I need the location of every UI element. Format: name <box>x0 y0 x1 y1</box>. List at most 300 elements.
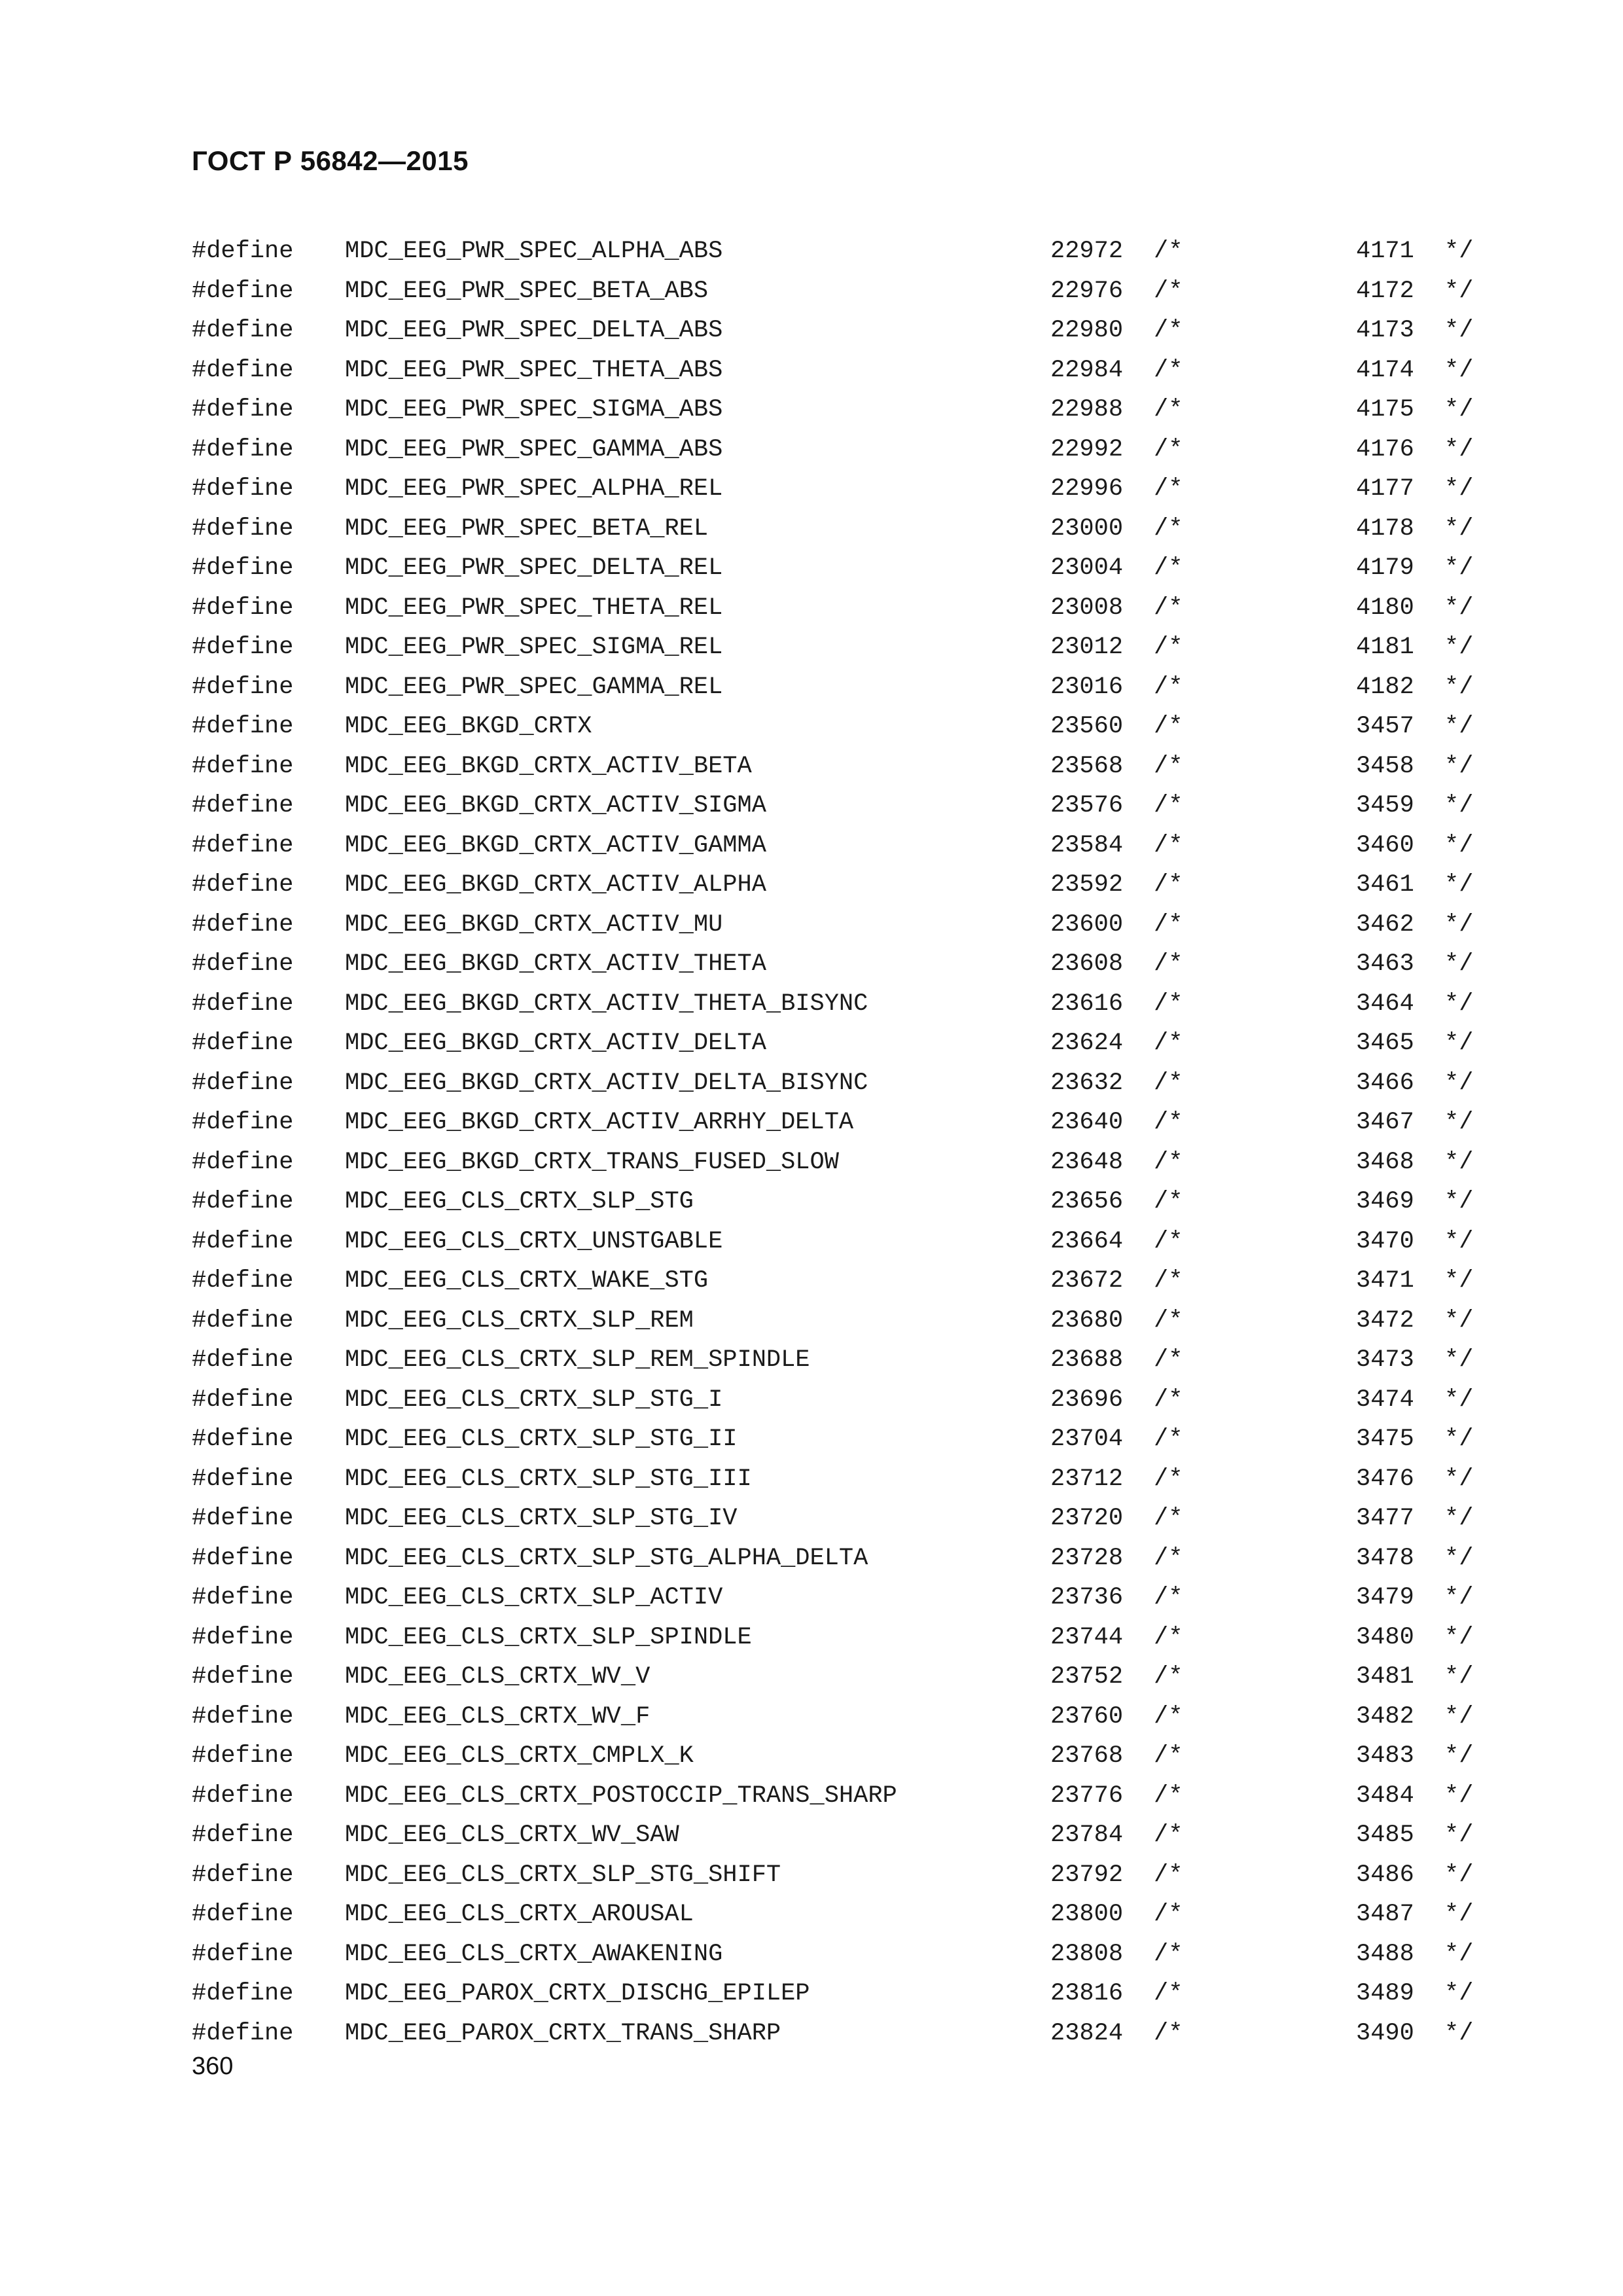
define-keyword: #define <box>192 1861 294 1889</box>
comment-open: /* <box>1154 1386 1183 1414</box>
comment-close: */ <box>1444 1663 1474 1691</box>
define-name: MDC_EEG_CLS_CRTX_SLP_SPINDLE <box>345 1623 752 1651</box>
define-keyword: #define <box>192 1782 294 1810</box>
define-name: MDC_EEG_CLS_CRTX_AWAKENING <box>345 1940 723 1968</box>
define-row <box>0 826 1623 866</box>
comment-close: */ <box>1444 950 1474 978</box>
comment-close: */ <box>1444 1346 1474 1374</box>
define-name: MDC_EEG_CLS_CRTX_POSTOCCIP_TRANS_SHARP <box>345 1782 897 1810</box>
define-code: 23728 <box>1050 1544 1124 1572</box>
comment-open: /* <box>1154 1821 1183 1849</box>
define-code: 23664 <box>1050 1227 1124 1255</box>
comment-close: */ <box>1444 713 1474 740</box>
comment-open: /* <box>1154 1623 1183 1651</box>
comment-close: */ <box>1444 1069 1474 1097</box>
define-row <box>0 232 1623 272</box>
comment-open: /* <box>1154 514 1183 543</box>
define-keyword: #define <box>192 1148 294 1176</box>
comment-close: */ <box>1444 1742 1474 1770</box>
define-row <box>0 1697 1623 1737</box>
define-row <box>0 1301 1623 1341</box>
comment-open: /* <box>1154 831 1183 859</box>
define-ref: 4179 <box>1356 554 1414 582</box>
comment-open: /* <box>1154 1069 1183 1097</box>
define-keyword: #define <box>192 475 294 503</box>
define-name: MDC_EEG_BKGD_CRTX_ACTIV_THETA_BISYNC <box>345 990 868 1018</box>
define-code: 22976 <box>1050 277 1124 305</box>
comment-close: */ <box>1444 1465 1474 1493</box>
comment-open: /* <box>1154 792 1183 819</box>
define-row <box>0 1856 1623 1895</box>
define-row <box>0 1499 1623 1539</box>
comment-close: */ <box>1444 1702 1474 1731</box>
define-keyword: #define <box>192 1821 294 1849</box>
define-code: 23744 <box>1050 1623 1124 1651</box>
comment-close: */ <box>1444 1861 1474 1889</box>
define-code: 23768 <box>1050 1742 1124 1770</box>
define-name: MDC_EEG_BKGD_CRTX_ACTIV_BETA <box>345 752 752 780</box>
define-name: MDC_EEG_CLS_CRTX_SLP_STG_II <box>345 1426 738 1453</box>
comment-open: /* <box>1154 277 1183 305</box>
define-ref: 3480 <box>1356 1623 1414 1651</box>
define-keyword: #define <box>192 1505 294 1532</box>
define-row <box>0 351 1623 391</box>
define-name: MDC_EEG_CLS_CRTX_WAKE_STG <box>345 1267 709 1295</box>
define-keyword: #define <box>192 1267 294 1295</box>
define-keyword: #define <box>192 514 294 543</box>
comment-open: /* <box>1154 1901 1183 1928</box>
define-ref: 4181 <box>1356 634 1414 661</box>
define-ref: 3471 <box>1356 1267 1414 1295</box>
define-row <box>0 1657 1623 1697</box>
define-ref: 3487 <box>1356 1901 1414 1928</box>
comment-close: */ <box>1444 1940 1474 1968</box>
comment-open: /* <box>1154 1030 1183 1057</box>
define-code: 23776 <box>1050 1782 1124 1810</box>
comment-open: /* <box>1154 435 1183 463</box>
define-code: 22988 <box>1050 396 1124 423</box>
define-code: 23720 <box>1050 1505 1124 1532</box>
define-keyword: #define <box>192 1544 294 1572</box>
define-name: MDC_EEG_PWR_SPEC_GAMMA_REL <box>345 673 723 701</box>
comment-open: /* <box>1154 1584 1183 1611</box>
define-name: MDC_EEG_PWR_SPEC_BETA_REL <box>345 514 709 543</box>
comment-close: */ <box>1444 1267 1474 1295</box>
define-name: MDC_EEG_BKGD_CRTX_ACTIV_DELTA <box>345 1030 766 1057</box>
comment-open: /* <box>1154 673 1183 701</box>
comment-close: */ <box>1444 475 1474 503</box>
define-name: MDC_EEG_BKGD_CRTX_ACTIV_MU <box>345 910 723 939</box>
define-ref: 4178 <box>1356 514 1414 543</box>
define-row <box>0 1182 1623 1222</box>
define-row <box>0 1340 1623 1380</box>
define-ref: 4176 <box>1356 435 1414 463</box>
define-ref: 3485 <box>1356 1821 1414 1849</box>
define-row <box>0 905 1623 945</box>
define-keyword: #define <box>192 752 294 780</box>
define-row <box>0 1895 1623 1935</box>
comment-close: */ <box>1444 1227 1474 1255</box>
comment-close: */ <box>1444 1148 1474 1176</box>
comment-open: /* <box>1154 950 1183 978</box>
define-code: 23760 <box>1050 1702 1124 1731</box>
comment-close: */ <box>1444 1386 1474 1414</box>
define-code: 23640 <box>1050 1109 1124 1136</box>
define-keyword: #define <box>192 1623 294 1651</box>
define-code: 23696 <box>1050 1386 1124 1414</box>
define-ref: 3490 <box>1356 2019 1414 2047</box>
comment-close: */ <box>1444 831 1474 859</box>
define-ref: 3467 <box>1356 1109 1414 1136</box>
define-row <box>0 1024 1623 1064</box>
comment-open: /* <box>1154 1188 1183 1215</box>
define-keyword: #define <box>192 1426 294 1453</box>
define-row <box>0 1539 1623 1579</box>
define-ref: 3462 <box>1356 910 1414 939</box>
define-keyword: #define <box>192 554 294 582</box>
define-ref: 4180 <box>1356 594 1414 622</box>
comment-close: */ <box>1444 1782 1474 1810</box>
define-keyword: #define <box>192 1386 294 1414</box>
define-ref: 3483 <box>1356 1742 1414 1770</box>
comment-close: */ <box>1444 396 1474 423</box>
define-code: 23656 <box>1050 1188 1124 1215</box>
comment-open: /* <box>1154 1306 1183 1335</box>
define-row <box>0 944 1623 984</box>
define-code: 23648 <box>1050 1148 1124 1176</box>
comment-open: /* <box>1154 1544 1183 1572</box>
define-ref: 3481 <box>1356 1663 1414 1691</box>
define-ref: 3479 <box>1356 1584 1414 1611</box>
define-row <box>0 865 1623 905</box>
comment-open: /* <box>1154 1980 1183 2007</box>
define-ref: 3488 <box>1356 1940 1414 1968</box>
comment-close: */ <box>1444 317 1474 344</box>
define-ref: 4173 <box>1356 317 1414 344</box>
define-code: 22992 <box>1050 435 1124 463</box>
define-ref: 3460 <box>1356 831 1414 859</box>
comment-close: */ <box>1444 1426 1474 1453</box>
define-name: MDC_EEG_CLS_CRTX_WV_F <box>345 1702 651 1731</box>
define-keyword: #define <box>192 1663 294 1691</box>
define-row <box>0 1776 1623 1816</box>
define-keyword: #define <box>192 1465 294 1493</box>
define-row <box>0 2014 1623 2054</box>
define-row <box>0 747 1623 787</box>
define-row <box>0 707 1623 747</box>
define-ref: 3470 <box>1356 1227 1414 1255</box>
define-ref: 3464 <box>1356 990 1414 1018</box>
define-name: MDC_EEG_PWR_SPEC_SIGMA_ABS <box>345 396 723 423</box>
define-row <box>0 390 1623 430</box>
comment-close: */ <box>1444 435 1474 463</box>
comment-close: */ <box>1444 1980 1474 2007</box>
define-name: MDC_EEG_BKGD_CRTX_ACTIV_ALPHA <box>345 871 766 899</box>
define-name: MDC_EEG_CLS_CRTX_CMPLX_K <box>345 1742 694 1770</box>
comment-close: */ <box>1444 1030 1474 1057</box>
define-row <box>0 1222 1623 1262</box>
define-keyword: #define <box>192 831 294 859</box>
define-keyword: #define <box>192 1346 294 1374</box>
define-keyword: #define <box>192 1584 294 1611</box>
define-keyword: #define <box>192 1306 294 1335</box>
comment-close: */ <box>1444 910 1474 939</box>
define-ref: 4171 <box>1356 238 1414 265</box>
comment-open: /* <box>1154 1861 1183 1889</box>
define-code: 23600 <box>1050 910 1124 939</box>
define-keyword: #define <box>192 1980 294 2007</box>
define-name: MDC_EEG_CLS_CRTX_SLP_ACTIV <box>345 1584 723 1611</box>
define-list <box>0 232 1623 2053</box>
comment-open: /* <box>1154 871 1183 899</box>
define-ref: 3474 <box>1356 1386 1414 1414</box>
comment-close: */ <box>1444 238 1474 265</box>
define-name: MDC_EEG_CLS_CRTX_WV_V <box>345 1663 651 1691</box>
define-code: 23000 <box>1050 514 1124 543</box>
define-code: 23560 <box>1050 713 1124 740</box>
define-name: MDC_EEG_BKGD_CRTX_ACTIV_GAMMA <box>345 831 766 859</box>
comment-open: /* <box>1154 1148 1183 1176</box>
define-name: MDC_EEG_BKGD_CRTX_ACTIV_ARRHY_DELTA <box>345 1109 854 1136</box>
define-ref: 3461 <box>1356 871 1414 899</box>
define-keyword: #define <box>192 634 294 661</box>
comment-open: /* <box>1154 1346 1183 1374</box>
define-keyword: #define <box>192 2019 294 2047</box>
define-code: 23792 <box>1050 1861 1124 1889</box>
define-name: MDC_EEG_CLS_CRTX_SLP_STG_I <box>345 1386 723 1414</box>
define-keyword: #define <box>192 277 294 305</box>
define-row <box>0 1380 1623 1420</box>
define-ref: 4182 <box>1356 673 1414 701</box>
define-row <box>0 469 1623 509</box>
comment-open: /* <box>1154 1663 1183 1691</box>
comment-open: /* <box>1154 554 1183 582</box>
define-code: 23016 <box>1050 673 1124 701</box>
comment-open: /* <box>1154 475 1183 503</box>
define-code: 23012 <box>1050 634 1124 661</box>
comment-open: /* <box>1154 713 1183 740</box>
define-code: 23784 <box>1050 1821 1124 1849</box>
comment-close: */ <box>1444 2019 1474 2047</box>
define-ref: 3482 <box>1356 1702 1414 1731</box>
define-ref: 3486 <box>1356 1861 1414 1889</box>
comment-open: /* <box>1154 1782 1183 1810</box>
define-row <box>0 1143 1623 1183</box>
define-code: 23008 <box>1050 594 1124 622</box>
define-code: 23800 <box>1050 1901 1124 1928</box>
define-keyword: #define <box>192 713 294 740</box>
define-name: MDC_EEG_PAROX_CRTX_TRANS_SHARP <box>345 2019 781 2047</box>
define-code: 23592 <box>1050 871 1124 899</box>
comment-open: /* <box>1154 1702 1183 1731</box>
define-name: MDC_EEG_PAROX_CRTX_DISCHG_EPILEP <box>345 1980 810 2007</box>
define-name: MDC_EEG_PWR_SPEC_DELTA_ABS <box>345 317 723 344</box>
define-code: 23616 <box>1050 990 1124 1018</box>
define-code: 23608 <box>1050 950 1124 978</box>
comment-open: /* <box>1154 2019 1183 2047</box>
comment-close: */ <box>1444 673 1474 701</box>
define-code: 23672 <box>1050 1267 1124 1295</box>
define-name: MDC_EEG_CLS_CRTX_SLP_REM_SPINDLE <box>345 1346 810 1374</box>
comment-close: */ <box>1444 792 1474 819</box>
define-row <box>0 786 1623 826</box>
define-code: 23004 <box>1050 554 1124 582</box>
comment-close: */ <box>1444 752 1474 780</box>
define-row <box>0 1736 1623 1776</box>
define-keyword: #define <box>192 435 294 463</box>
define-row <box>0 1460 1623 1499</box>
define-keyword: #define <box>192 950 294 978</box>
comment-open: /* <box>1154 1267 1183 1295</box>
define-code: 23568 <box>1050 752 1124 780</box>
define-name: MDC_EEG_PWR_SPEC_SIGMA_REL <box>345 634 723 661</box>
comment-close: */ <box>1444 554 1474 582</box>
define-name: MDC_EEG_CLS_CRTX_SLP_STG_IV <box>345 1505 738 1532</box>
comment-close: */ <box>1444 356 1474 384</box>
define-name: MDC_EEG_PWR_SPEC_ALPHA_ABS <box>345 238 723 265</box>
define-code: 23632 <box>1050 1069 1124 1097</box>
define-row <box>0 311 1623 351</box>
define-code: 22972 <box>1050 238 1124 265</box>
define-code: 23624 <box>1050 1030 1124 1057</box>
define-ref: 3475 <box>1356 1426 1414 1453</box>
comment-close: */ <box>1444 634 1474 661</box>
define-keyword: #define <box>192 910 294 939</box>
comment-open: /* <box>1154 356 1183 384</box>
comment-close: */ <box>1444 1188 1474 1215</box>
define-keyword: #define <box>192 317 294 344</box>
define-code: 23688 <box>1050 1346 1124 1374</box>
define-row <box>0 1618 1623 1658</box>
comment-open: /* <box>1154 1742 1183 1770</box>
define-code: 22996 <box>1050 475 1124 503</box>
define-row <box>0 1261 1623 1301</box>
comment-close: */ <box>1444 594 1474 622</box>
define-keyword: #define <box>192 1742 294 1770</box>
define-code: 23736 <box>1050 1584 1124 1611</box>
define-code: 23808 <box>1050 1940 1124 1968</box>
comment-open: /* <box>1154 317 1183 344</box>
define-row <box>0 1064 1623 1103</box>
define-ref: 3478 <box>1356 1544 1414 1572</box>
define-code: 23680 <box>1050 1306 1124 1335</box>
document-header: ГОСТ Р 56842—2015 <box>192 145 469 176</box>
define-keyword: #define <box>192 1940 294 1968</box>
define-keyword: #define <box>192 871 294 899</box>
define-ref: 4175 <box>1356 396 1414 423</box>
define-name: MDC_EEG_CLS_CRTX_WV_SAW <box>345 1821 679 1849</box>
define-code: 22984 <box>1050 356 1124 384</box>
define-code: 23584 <box>1050 831 1124 859</box>
define-ref: 3459 <box>1356 792 1414 819</box>
define-name: MDC_EEG_BKGD_CRTX_ACTIV_SIGMA <box>345 792 766 819</box>
define-ref: 4174 <box>1356 356 1414 384</box>
define-code: 22980 <box>1050 317 1124 344</box>
page-number: 360 <box>192 2053 234 2080</box>
define-name: MDC_EEG_PWR_SPEC_DELTA_REL <box>345 554 723 582</box>
define-row <box>0 1103 1623 1143</box>
define-name: MDC_EEG_CLS_CRTX_UNSTGABLE <box>345 1227 723 1255</box>
define-name: MDC_EEG_PWR_SPEC_BETA_ABS <box>345 277 709 305</box>
define-keyword: #define <box>192 1188 294 1215</box>
define-row <box>0 588 1623 628</box>
comment-close: */ <box>1444 514 1474 543</box>
define-name: MDC_EEG_BKGD_CRTX <box>345 713 592 740</box>
define-row <box>0 984 1623 1024</box>
define-row <box>0 1816 1623 1856</box>
define-keyword: #define <box>192 1069 294 1097</box>
define-ref: 3477 <box>1356 1505 1414 1532</box>
comment-open: /* <box>1154 634 1183 661</box>
comment-open: /* <box>1154 1109 1183 1136</box>
comment-close: */ <box>1444 277 1474 305</box>
define-name: MDC_EEG_BKGD_CRTX_ACTIV_THETA <box>345 950 766 978</box>
define-keyword: #define <box>192 1030 294 1057</box>
define-code: 23824 <box>1050 2019 1124 2047</box>
define-name: MDC_EEG_PWR_SPEC_ALPHA_REL <box>345 475 723 503</box>
comment-close: */ <box>1444 1821 1474 1849</box>
define-ref: 3458 <box>1356 752 1414 780</box>
define-row <box>0 668 1623 708</box>
define-name: MDC_EEG_CLS_CRTX_SLP_STG_ALPHA_DELTA <box>345 1544 868 1572</box>
define-ref: 3468 <box>1356 1148 1414 1176</box>
comment-close: */ <box>1444 990 1474 1018</box>
define-keyword: #define <box>192 1227 294 1255</box>
define-row <box>0 430 1623 470</box>
define-row <box>0 272 1623 312</box>
define-name: MDC_EEG_BKGD_CRTX_ACTIV_DELTA_BISYNC <box>345 1069 868 1097</box>
comment-open: /* <box>1154 1465 1183 1493</box>
comment-open: /* <box>1154 990 1183 1018</box>
define-ref: 3463 <box>1356 950 1414 978</box>
define-keyword: #define <box>192 673 294 701</box>
define-ref: 4177 <box>1356 475 1414 503</box>
define-ref: 3457 <box>1356 713 1414 740</box>
comment-close: */ <box>1444 1584 1474 1611</box>
comment-open: /* <box>1154 1227 1183 1255</box>
define-row <box>0 628 1623 668</box>
define-ref: 3473 <box>1356 1346 1414 1374</box>
define-keyword: #define <box>192 792 294 819</box>
define-name: MDC_EEG_CLS_CRTX_SLP_STG_III <box>345 1465 752 1493</box>
define-row <box>0 1420 1623 1460</box>
define-keyword: #define <box>192 396 294 423</box>
comment-close: */ <box>1444 1623 1474 1651</box>
define-keyword: #define <box>192 1702 294 1731</box>
define-keyword: #define <box>192 1901 294 1928</box>
comment-close: */ <box>1444 871 1474 899</box>
comment-open: /* <box>1154 396 1183 423</box>
define-ref: 3472 <box>1356 1306 1414 1335</box>
define-row <box>0 1935 1623 1975</box>
comment-open: /* <box>1154 752 1183 780</box>
define-name: MDC_EEG_CLS_CRTX_SLP_STG <box>345 1188 694 1215</box>
define-name: MDC_EEG_PWR_SPEC_THETA_ABS <box>345 356 723 384</box>
comment-close: */ <box>1444 1109 1474 1136</box>
comment-close: */ <box>1444 1544 1474 1572</box>
define-code: 23576 <box>1050 792 1124 819</box>
comment-close: */ <box>1444 1505 1474 1532</box>
define-code: 23712 <box>1050 1465 1124 1493</box>
comment-open: /* <box>1154 1940 1183 1968</box>
define-ref: 3469 <box>1356 1188 1414 1215</box>
comment-open: /* <box>1154 1505 1183 1532</box>
define-keyword: #define <box>192 1109 294 1136</box>
define-ref: 3466 <box>1356 1069 1414 1097</box>
define-ref: 3476 <box>1356 1465 1414 1493</box>
define-ref: 3489 <box>1356 1980 1414 2007</box>
define-name: MDC_EEG_CLS_CRTX_SLP_REM <box>345 1306 694 1335</box>
